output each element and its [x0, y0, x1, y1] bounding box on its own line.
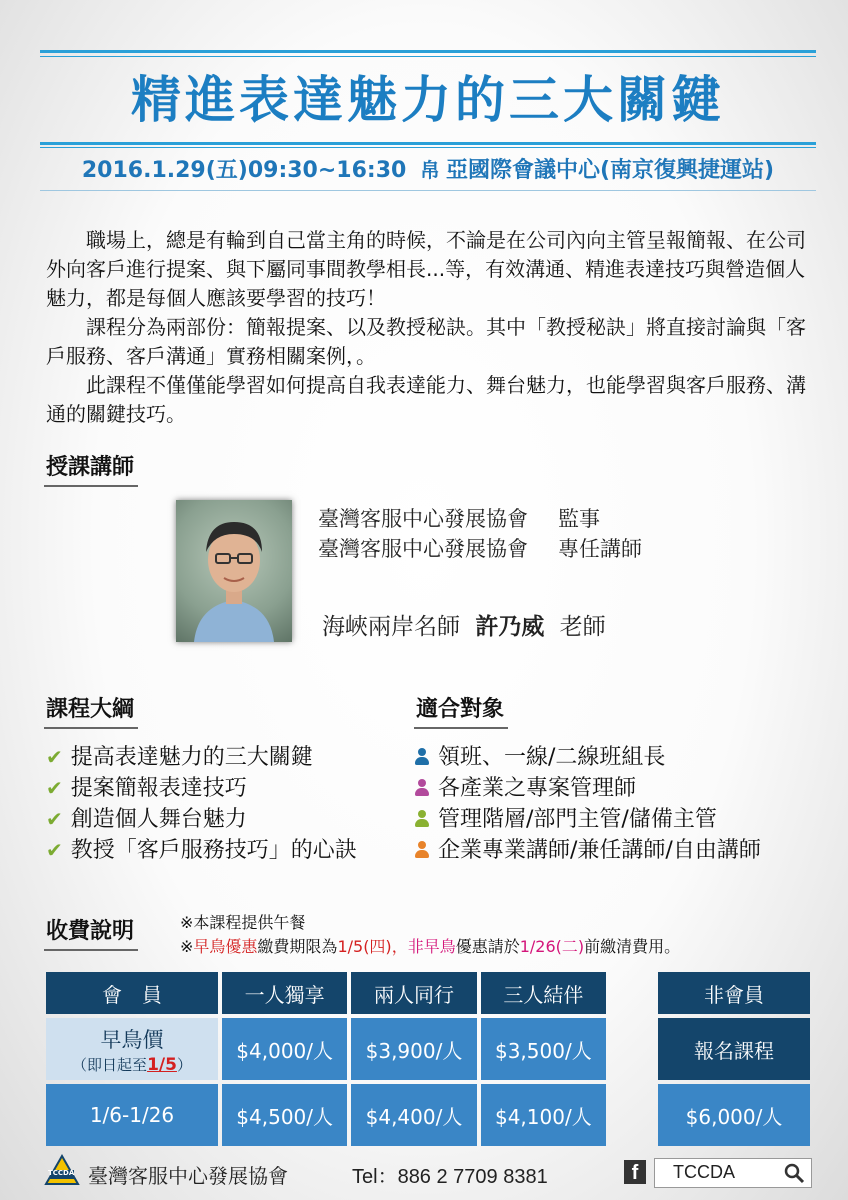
event-date: 2016.1.29(五)09:30~16:30	[81, 158, 407, 183]
top-rule-thin	[40, 56, 816, 57]
audience-item-label: 領班、一線/二線班組長	[438, 745, 666, 770]
instructor-prefix: 海峽兩岸名師	[322, 614, 460, 640]
logo-text: TCCDA	[48, 1169, 75, 1177]
table-row	[46, 1018, 606, 1080]
person-portrait-icon	[176, 500, 292, 642]
list-item	[414, 742, 761, 773]
facebook-search-box[interactable]	[654, 1158, 812, 1188]
table-row	[658, 1084, 810, 1146]
search-icon	[783, 1162, 805, 1184]
outline-item-label: 提高表達魅力的三大關鍵	[70, 745, 313, 770]
outline-item-label: 創造個人舞台魅力	[70, 807, 247, 832]
instructor-suffix: 老師	[559, 614, 606, 640]
instructor-title-1	[318, 503, 600, 533]
date-venue-line	[40, 152, 816, 189]
intro-paragraph-2: 課程分為兩部份：簡報提案、以及教授秘訣。其中「教授秘訣」將直接討論與「客戶服務、客戶溝通」實務相關案例，。	[46, 315, 806, 368]
checkmark-icon: ✔	[46, 745, 63, 769]
fee-table	[42, 968, 610, 1150]
table-header: 兩人同行	[351, 972, 476, 1014]
instructor-role-1: 監事	[558, 507, 600, 531]
audience-item-label: 各產業之專案管理師	[438, 776, 637, 801]
title-rule	[40, 142, 816, 145]
instructor-role-2: 專任講師	[558, 537, 642, 561]
intro-paragraph-1: 職場上，總是有輪到自己當主角的時候，不論是在公司內向主管呈報簡報、在公司外向客戶進行提案、與下屬同事間教學相長...等，有效溝通、精進表達技巧與營造個人魅力，都是每個人應該要學習的技巧！	[46, 228, 806, 310]
venue-glyph: 帛	[420, 158, 440, 182]
person-icon	[414, 779, 430, 797]
list-item	[46, 804, 357, 835]
list-item	[414, 835, 761, 866]
fees-heading: 收費說明	[44, 914, 138, 951]
early-bird-sub	[47, 1054, 217, 1075]
outline-item-label: 提案簡報表達技巧	[70, 776, 247, 801]
table-row	[658, 1018, 810, 1080]
tccda-logo	[44, 1154, 80, 1186]
table-cell: $3,500/人	[481, 1018, 606, 1080]
row-label-regular: 1/6-1/26	[46, 1084, 218, 1146]
intro-paragraph-3: 此課程不僅僅能學習如何提高自我表達能力、舞台魅力，也能學習與客戶服務、溝通的關鍵技巧。	[46, 373, 806, 426]
table-header: 一人獨享	[222, 972, 347, 1014]
audience-heading: 適合對象	[414, 692, 508, 729]
list-item	[414, 804, 761, 835]
search-text: TCCDA	[673, 1162, 735, 1182]
table-header: 三人結伴	[481, 972, 606, 1014]
table-cell: $4,100/人	[481, 1084, 606, 1146]
instructor-name-line	[322, 608, 606, 641]
outline-heading: 課程大綱	[44, 692, 138, 729]
note-text-2: 優惠請於	[455, 937, 520, 956]
table-row	[46, 972, 606, 1014]
nonmember-table	[654, 968, 814, 1150]
table-cell: 報名課程	[658, 1018, 810, 1080]
person-icon	[414, 810, 430, 828]
table-header: 非會員	[658, 972, 810, 1014]
note-deadline-2: 1/26(二)	[519, 937, 585, 956]
note-text-3: 前繳清費用。	[584, 937, 681, 956]
facebook-icon[interactable]: f	[624, 1160, 646, 1184]
outline-list	[46, 742, 357, 866]
person-icon	[414, 748, 430, 766]
checkmark-icon: ✔	[46, 776, 63, 800]
early-bird-sub-c: ）	[176, 1055, 192, 1074]
note-non-early: 非早鳥	[407, 937, 456, 956]
intro-text	[46, 226, 812, 429]
audience-item-label: 管理階層/部門主管/儲備主管	[438, 807, 717, 832]
event-venue: 亞國際會議中心(南京復興捷運站)	[446, 158, 775, 183]
instructor-photo	[176, 500, 292, 642]
audience-item-label: 企業專業講師/兼任講師/自由講師	[438, 838, 761, 863]
early-bird-sub-a: （即日起至	[72, 1055, 148, 1074]
note-comma: ，	[391, 937, 408, 956]
fees-note-2	[180, 934, 680, 957]
outline-item-label: 教授「客戶服務技巧」的心訣	[70, 838, 357, 863]
instructor-org-1: 臺灣客服中心發展協會	[318, 507, 528, 531]
checkmark-icon: ✔	[46, 807, 63, 831]
date-rule	[40, 190, 816, 191]
person-icon	[414, 841, 430, 859]
early-bird-sub-date: 1/5	[147, 1054, 177, 1075]
instructor-title-2	[318, 533, 642, 563]
note-early-bird: 早鳥優惠	[193, 937, 258, 956]
instructor-org-2: 臺灣客服中心發展協會	[318, 537, 528, 561]
table-row	[658, 972, 810, 1014]
footer-org: 臺灣客服中心發展協會	[88, 1164, 288, 1188]
checkmark-icon: ✔	[46, 838, 63, 862]
note-text: 繳費期限為	[257, 937, 338, 956]
list-item	[46, 773, 357, 804]
table-row	[46, 1084, 606, 1146]
note-mark: ※	[180, 937, 194, 956]
audience-list	[414, 742, 761, 866]
list-item	[414, 773, 761, 804]
list-item	[46, 742, 357, 773]
table-cell: $3,900/人	[351, 1018, 476, 1080]
instructor-name: 許乃威	[475, 614, 545, 640]
footer-tel: Tel：886 2 7709 8381	[352, 1166, 548, 1188]
list-item	[46, 835, 357, 866]
table-cell: $4,400/人	[351, 1084, 476, 1146]
title-rule-thin	[40, 147, 816, 148]
note-deadline-1: 1/5(四)	[337, 937, 392, 956]
top-rule	[40, 50, 816, 53]
early-bird-label: 早鳥價	[100, 1027, 164, 1052]
table-header: 會 員	[46, 972, 218, 1014]
page-title: 精進表達魅力的三大關鍵	[131, 71, 725, 129]
table-cell: $4,000/人	[222, 1018, 347, 1080]
row-label-early-bird	[46, 1018, 218, 1080]
table-cell: $6,000/人	[658, 1084, 810, 1146]
fees-note-1: ※本課程提供午餐	[180, 913, 306, 932]
table-cell: $4,500/人	[222, 1084, 347, 1146]
instructor-heading: 授課講師	[44, 450, 138, 487]
